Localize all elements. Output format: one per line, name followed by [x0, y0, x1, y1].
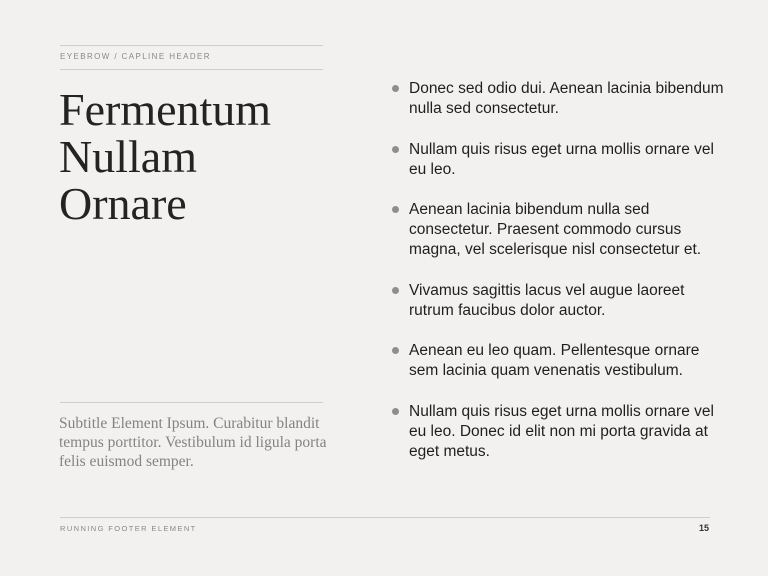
list-item — [392, 140, 727, 180]
list-item — [392, 79, 727, 119]
list-item — [392, 281, 727, 321]
eyebrow-header: EYEBROW / CAPLINE HEADER — [60, 52, 211, 61]
footer-rule — [60, 517, 710, 518]
title-line: Fermentum — [59, 84, 272, 135]
list-item — [392, 341, 727, 381]
eyebrow-bottom-rule — [60, 69, 323, 70]
bullet-text: Donec sed odio dui. Aenean lacinia bibendum nulla sed consectetur. — [409, 80, 724, 117]
subtitle: Subtitle Element Ipsum. Curabitur blandit tempus porttitor. Vestibulum id ligula porta felis euismod semper. — [59, 415, 327, 470]
running-footer: RUNNING FOOTER ELEMENT — [60, 524, 197, 533]
eyebrow-top-rule — [60, 45, 323, 46]
bullet-text: Nullam quis risus eget urna mollis ornare vel eu leo. — [409, 140, 714, 178]
list-item — [392, 200, 727, 260]
title-line: Nullam — [59, 131, 197, 182]
bullet-dot-icon — [392, 408, 399, 415]
bullet-text: Vivamus sagittis lacus vel augue laoreet rutrum faucibus dolor auctor. — [409, 281, 685, 319]
bullet-dot-icon — [392, 85, 399, 92]
bullet-text: Nullam quis risus eget urna mollis ornare vel eu leo. Donec id elit non mi porta gravida at eget metus. — [409, 402, 714, 460]
bullet-dot-icon — [392, 146, 399, 153]
list-item — [392, 402, 727, 462]
bullet-list — [392, 79, 727, 482]
slide-title — [59, 86, 329, 227]
title-line: Ornare — [59, 178, 187, 229]
subtitle-rule — [60, 402, 323, 403]
bullet-dot-icon — [392, 347, 399, 354]
bullet-text: Aenean eu leo quam. Pellentesque ornare sem lacinia quam venenatis vestibulum. — [409, 342, 700, 379]
bullet-dot-icon — [392, 206, 399, 213]
bullet-dot-icon — [392, 287, 399, 294]
page-number: 15 — [698, 523, 709, 533]
bullet-text: Aenean lacinia bibendum nulla sed consectetur. Praesent commodo cursus magna, vel scelerisque nisl consectetur et. — [409, 201, 702, 258]
